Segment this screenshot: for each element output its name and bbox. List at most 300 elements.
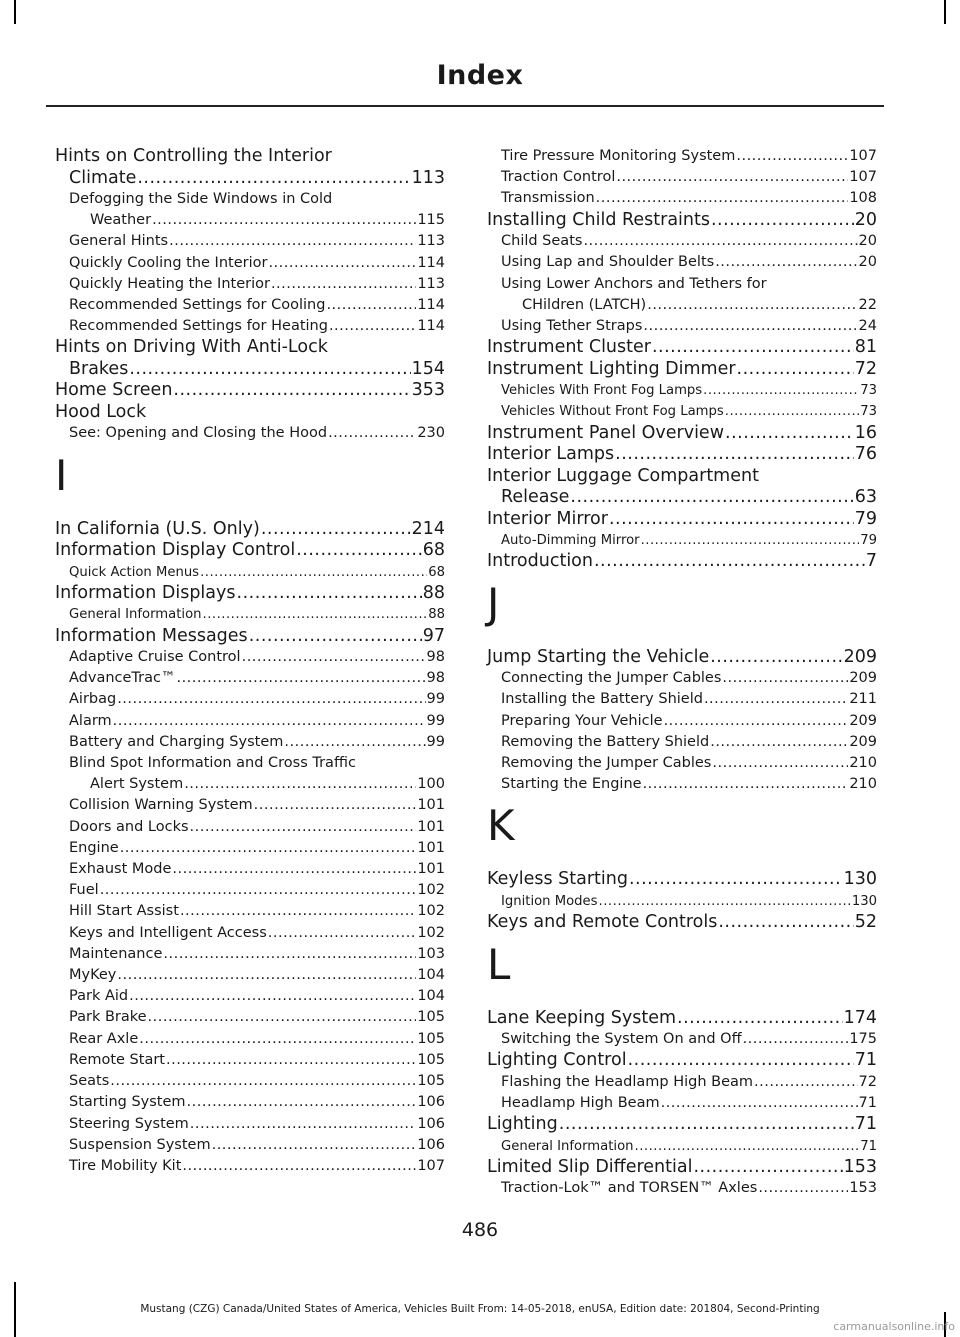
index-entry-text: Instrument Cluster [487, 337, 651, 358]
index-page-ref: 209 [849, 670, 877, 687]
page-number: 486 [461, 1219, 499, 1241]
index-entry-text: Remote Start [69, 1051, 165, 1068]
index-page-ref: 154 [411, 358, 445, 379]
dot-leader [710, 647, 842, 669]
index-page-ref: 108 [849, 190, 877, 207]
index-subentry [55, 1135, 445, 1156]
dot-leader [628, 1050, 854, 1072]
index-page-ref: 153 [843, 1156, 877, 1177]
index-entry-text: Traction Control [501, 169, 616, 186]
index-page-ref: 230 [417, 425, 445, 442]
index-subentry [55, 859, 445, 880]
index-page-ref: 81 [854, 337, 877, 358]
index-column-right [487, 146, 877, 1200]
index-page-ref: 76 [854, 444, 877, 465]
index-entry-text: Keys and Intelligent Access [69, 924, 267, 941]
index-page-ref: 7 [865, 551, 877, 572]
dot-leader [190, 817, 417, 838]
index-entry-text: Removing the Battery Shield [501, 733, 710, 750]
index-entry-text: Alarm [69, 712, 112, 729]
index-subentry [487, 1136, 877, 1157]
index-page-ref: 101 [417, 839, 445, 856]
dot-leader [237, 583, 422, 605]
index-page-ref: 97 [422, 625, 445, 646]
index-subentry [487, 274, 877, 316]
dot-leader [754, 1072, 858, 1093]
index-subentry [55, 965, 445, 986]
index-subentry [55, 274, 445, 295]
index-entry-text: Weather [90, 212, 152, 229]
dot-leader [148, 1007, 417, 1028]
index-subentry [55, 316, 445, 337]
index-subentry [55, 1071, 445, 1092]
index-page-ref: 209 [849, 712, 877, 729]
index-page-ref: 68 [428, 564, 445, 580]
index-page-ref: 130 [851, 893, 877, 909]
index-page-ref: 105 [417, 1030, 445, 1047]
dot-leader [139, 1029, 416, 1050]
index-entry-text: Release [501, 487, 570, 508]
index-page-ref: 71 [858, 1095, 877, 1112]
index-subentry [487, 1178, 877, 1199]
dot-leader [570, 487, 853, 509]
index-page-ref: 103 [417, 945, 445, 962]
index-entry-text: Interior Mirror [487, 508, 608, 529]
index-entry [55, 402, 445, 424]
index-page-ref: 104 [417, 988, 445, 1005]
index-entry [487, 210, 877, 232]
index-subentry [55, 604, 445, 625]
dot-leader [296, 540, 422, 562]
index-page-ref: 73 [860, 383, 877, 399]
index-entry-text: Recommended Settings for Heating [69, 318, 328, 335]
index-subentry [55, 253, 445, 274]
dot-leader [110, 1071, 416, 1092]
index-entry-text: In California (U.S. Only) [55, 518, 260, 539]
index-entry-text: CHildren (LATCH) [522, 296, 647, 313]
dot-leader [664, 711, 849, 732]
watermark-text: carmanualsonline.info [833, 1320, 955, 1333]
index-page-ref: 107 [417, 1157, 445, 1174]
index-page-ref: 106 [417, 1115, 445, 1132]
dot-leader [169, 231, 416, 252]
dot-leader [137, 168, 410, 190]
index-page-ref: 106 [417, 1094, 445, 1111]
index-entry-text: Switching the System On and Off [501, 1031, 742, 1048]
index-subentry [55, 753, 445, 795]
index-section-letter: L [487, 939, 511, 989]
index-entry-text: Using Lower Anchors and Tethers for [501, 275, 767, 292]
dot-leader [718, 912, 853, 934]
index-subentry [487, 1072, 877, 1093]
index-subentry [55, 817, 445, 838]
dot-leader [641, 530, 860, 551]
index-entry-text: General Information [69, 607, 202, 623]
index-page-ref: 115 [417, 212, 445, 229]
index-page-ref: 101 [417, 818, 445, 835]
dot-leader [203, 604, 428, 625]
index-entry-text: Using Tether Straps [501, 317, 643, 334]
index-page-ref: 79 [860, 533, 877, 549]
index-page-ref: 52 [854, 912, 877, 933]
index-page-ref: 130 [843, 869, 877, 890]
index-entry-text: General Information [501, 1138, 634, 1154]
index-entry [487, 647, 877, 669]
index-entry-text: Connecting the Jumper Cables [501, 670, 722, 687]
index-page-ref: 71 [860, 1138, 877, 1154]
index-subentry [55, 732, 445, 753]
index-entry-text: Blind Spot Information and Cross Traffic [69, 755, 356, 772]
index-subentry [55, 423, 445, 444]
dot-leader [326, 295, 416, 316]
index-entry-text: Interior Lamps [487, 444, 615, 465]
index-page-ref: 114 [417, 297, 445, 314]
index-section-letter: I [55, 450, 68, 500]
index-entry-text: Removing the Jumper Cables [501, 755, 712, 772]
index-entry-text: Quickly Heating the Interior [69, 275, 270, 292]
index-page-ref: 175 [849, 1031, 877, 1048]
index-entry [55, 146, 445, 189]
index-entry-text: Interior Luggage Compartment [487, 465, 759, 486]
index-entry-text: Quickly Cooling the Interior [69, 254, 268, 271]
index-page-ref: 20 [854, 209, 877, 230]
index-entry-text: Hints on Driving With Anti-Lock [55, 337, 328, 358]
dot-leader [643, 316, 857, 337]
index-subentry [487, 774, 877, 795]
dot-leader [268, 923, 417, 944]
dot-leader [736, 146, 848, 167]
index-entry [55, 626, 445, 648]
dot-leader [758, 1178, 848, 1199]
dot-leader [643, 774, 849, 795]
index-page-ref: 20 [858, 254, 877, 271]
index-subentry [487, 689, 877, 710]
dot-leader [599, 891, 851, 912]
dot-leader [261, 519, 411, 541]
index-page-ref: 71 [854, 1114, 877, 1135]
footer-edition-text: Mustang (CZG) Canada/United States of America, Vehicles Built From: 14-05-2018, enUSA, Edition date: 201804, Second-Printing [140, 1303, 820, 1315]
index-subentry [55, 1007, 445, 1028]
index-entry-text: Fuel [69, 882, 99, 899]
index-entry [487, 466, 877, 509]
index-subentry [487, 146, 877, 167]
index-entry-text: Hints on Controlling the Interior [55, 146, 332, 166]
index-entry-text: Tire Mobility Kit [69, 1157, 182, 1174]
index-subentry [55, 689, 445, 710]
dot-leader [190, 1114, 417, 1135]
index-subentry [55, 1092, 445, 1113]
index-subentry [487, 668, 877, 689]
index-entry [487, 1050, 877, 1072]
index-page-ref: 88 [428, 607, 445, 623]
dot-leader [635, 1136, 860, 1157]
dot-leader [284, 732, 425, 753]
index-subentry [487, 891, 877, 912]
index-entry-text: Information Display Control [55, 540, 296, 561]
dot-leader [737, 359, 854, 381]
index-page-ref: 105 [417, 1009, 445, 1026]
index-entry-text: Vehicles With Front Fog Lamps [501, 383, 703, 399]
index-page-ref: 22 [858, 296, 877, 313]
dot-leader [163, 944, 416, 965]
index-page-ref: 211 [849, 691, 877, 708]
dot-leader [129, 359, 410, 381]
dot-leader [180, 901, 416, 922]
index-entry-text: Information Messages [55, 625, 248, 646]
dot-leader [725, 423, 854, 445]
index-page-ref: 210 [849, 755, 877, 772]
index-page-ref: 24 [858, 317, 877, 334]
index-entry-text: Exhaust Mode [69, 861, 172, 878]
dot-leader [187, 1092, 417, 1113]
index-entry-text: Flashing the Headlamp High Beam [501, 1073, 754, 1090]
index-subentry [487, 1029, 877, 1050]
index-entry-text: Engine [69, 839, 119, 856]
index-entry-text: Maintenance [69, 945, 163, 962]
index-subentry [487, 732, 877, 753]
index-entry [487, 551, 877, 573]
index-subentry [55, 986, 445, 1007]
index-subentry [55, 711, 445, 732]
dot-leader [661, 1093, 858, 1114]
index-entry-text: Adaptive Cruise Control [69, 649, 241, 666]
index-entry-text: Preparing Your Vehicle [501, 712, 663, 729]
index-subentry [55, 923, 445, 944]
dot-leader [559, 1114, 854, 1136]
index-subentry [487, 711, 877, 732]
index-entry-text: Collision Warning System [69, 797, 253, 814]
index-page-ref: 105 [417, 1073, 445, 1090]
index-page-ref: 72 [858, 1073, 877, 1090]
index-entry [487, 359, 877, 381]
dot-leader [596, 188, 849, 209]
index-entry-text: Park Aid [69, 988, 129, 1005]
index-entry-text: Recommended Settings for Cooling [69, 297, 326, 314]
index-entry-text: Seats [69, 1073, 110, 1090]
dot-leader [113, 711, 426, 732]
dot-leader [703, 380, 859, 401]
index-entry-text: Hood Lock [55, 401, 147, 422]
index-entry-text: Jump Starting the Vehicle [487, 646, 710, 667]
index-page-ref: 99 [426, 691, 445, 708]
index-entry-text: Installing the Battery Shield [501, 691, 703, 708]
index-subentry [55, 647, 445, 668]
index-entry-text: Home Screen [55, 380, 173, 401]
index-entry [487, 869, 877, 891]
index-entry [55, 583, 445, 605]
dot-leader [722, 668, 848, 689]
index-page-ref: 68 [422, 540, 445, 561]
index-entry-text: Instrument Lighting Dimmer [487, 358, 736, 379]
index-page-ref: 102 [417, 903, 445, 920]
index-page-ref: 72 [854, 358, 877, 379]
dot-leader [182, 1156, 416, 1177]
index-page-ref: 174 [843, 1007, 877, 1028]
index-page-ref: 113 [417, 233, 445, 250]
index-page-ref: 101 [417, 861, 445, 878]
index-page-ref: 16 [854, 422, 877, 443]
index-entry-text: Installing Child Restraints [487, 209, 710, 230]
index-subentry [55, 189, 445, 231]
index-subentry [55, 838, 445, 859]
dot-leader [129, 986, 416, 1007]
index-entry [55, 519, 445, 541]
index-entry-text: Transmission [501, 190, 595, 207]
index-entry-text: Brakes [69, 358, 129, 379]
index-entry-text: Starting the Engine [501, 776, 642, 793]
index-entry-text: Information Displays [55, 582, 236, 603]
dot-leader [725, 401, 859, 422]
index-page-ref: 113 [411, 167, 445, 188]
index-entry-text: Vehicles Without Front Fog Lamps [501, 404, 724, 420]
index-page-ref: 99 [426, 733, 445, 750]
dot-leader [712, 753, 848, 774]
index-column-left [55, 146, 445, 1177]
index-entry [487, 509, 877, 531]
dot-leader [212, 1135, 417, 1156]
dot-leader [328, 423, 416, 444]
dot-leader [329, 316, 416, 337]
index-page-ref: 113 [417, 275, 445, 292]
dot-leader [184, 774, 416, 795]
index-page-ref: 71 [854, 1050, 877, 1071]
index-subentry [55, 1114, 445, 1135]
dot-leader [594, 551, 865, 573]
index-subentry [55, 1050, 445, 1071]
dot-leader [173, 380, 410, 402]
index-section-letter: K [487, 801, 515, 851]
dot-leader [583, 231, 857, 252]
index-entry-text: AdvanceTrac™ [69, 670, 176, 687]
index-subentry [55, 1029, 445, 1050]
index-entry-text: Traction-Lok™ and TORSEN™ Axles [501, 1180, 758, 1197]
index-page-ref: 99 [426, 712, 445, 729]
index-subentry [55, 1156, 445, 1177]
index-entry [55, 540, 445, 562]
index-subentry [55, 231, 445, 252]
index-entry-text: Lighting [487, 1114, 558, 1135]
index-subentry [487, 401, 877, 422]
index-page-ref: 100 [417, 776, 445, 793]
dot-leader [254, 795, 417, 816]
index-entry-text: Hill Start Assist [69, 903, 179, 920]
index-page-ref: 98 [426, 649, 445, 666]
index-subentry [487, 530, 877, 551]
index-page-ref: 209 [849, 733, 877, 750]
dot-leader [693, 1157, 842, 1179]
index-entry-text: General Hints [69, 233, 169, 250]
index-entry-text: Ignition Modes [501, 893, 598, 909]
index-subentry [487, 231, 877, 252]
page-title: Index [436, 60, 524, 91]
index-page-ref: 73 [860, 404, 877, 420]
index-entry-text: Child Seats [501, 233, 583, 250]
index-page-ref: 104 [417, 967, 445, 984]
index-entry-text: Auto-Dimming Mirror [501, 533, 640, 549]
dot-leader [117, 965, 416, 986]
dot-leader [242, 647, 426, 668]
dot-leader [647, 295, 857, 316]
index-entry-text: See: Opening and Closing the Hood [69, 425, 328, 442]
index-entry [487, 337, 877, 359]
dot-leader [715, 252, 857, 273]
dot-leader [268, 253, 416, 274]
index-entry-text: Tire Pressure Monitoring System [501, 148, 736, 164]
index-page-ref: 209 [843, 646, 877, 667]
index-page-ref: 20 [858, 233, 877, 250]
dot-leader [271, 274, 416, 295]
dot-leader [652, 337, 854, 359]
index-entry-text: Suspension System [69, 1136, 211, 1153]
dot-leader [172, 859, 416, 880]
dot-leader [704, 689, 848, 710]
index-subentry [487, 167, 877, 188]
dot-leader [711, 210, 854, 232]
index-entry [55, 337, 445, 380]
index-page-ref: 63 [854, 487, 877, 508]
index-page-ref: 105 [417, 1051, 445, 1068]
dot-leader [743, 1029, 849, 1050]
index-entry-text: Battery and Charging System [69, 733, 284, 750]
index-subentry [55, 562, 445, 583]
index-subentry [55, 944, 445, 965]
index-subentry [487, 252, 877, 273]
index-subentry [55, 901, 445, 922]
index-page-ref: 210 [849, 776, 877, 793]
index-subentry [487, 316, 877, 337]
index-page-ref: 353 [411, 380, 445, 401]
dot-leader [152, 210, 416, 231]
index-entry [487, 912, 877, 934]
index-entry-text: Steering System [69, 1115, 189, 1132]
index-entry-text: Alert System [90, 776, 184, 793]
index-subentry [487, 380, 877, 401]
index-page-ref: 88 [422, 582, 445, 603]
crop-mark-top-right [944, 0, 946, 24]
index-entry-text: Airbag [69, 691, 117, 708]
index-entry-text: Introduction [487, 551, 593, 572]
index-page-ref: 102 [417, 924, 445, 941]
index-section-letter: J [487, 578, 500, 628]
index-entry [55, 380, 445, 402]
dot-leader [120, 838, 417, 859]
index-page-ref: 101 [417, 797, 445, 814]
index-entry-text: Starting System [69, 1094, 186, 1111]
index-page-ref: 114 [417, 254, 445, 271]
index-entry-text: Climate [69, 167, 137, 188]
dot-leader [176, 668, 425, 689]
dot-leader [166, 1050, 416, 1071]
index-page-ref: 79 [854, 508, 877, 529]
dot-leader [615, 444, 854, 466]
index-page-ref: 98 [426, 670, 445, 687]
header-divider [46, 105, 884, 107]
index-entry-text: Instrument Panel Overview [487, 422, 725, 443]
index-entry-text: Rear Axle [69, 1030, 139, 1047]
index-entry-text: Limited Slip Differential [487, 1156, 693, 1177]
index-entry [487, 444, 877, 466]
index-subentry [55, 668, 445, 689]
index-subentry [55, 295, 445, 316]
index-subentry [55, 795, 445, 816]
index-entry [487, 1008, 877, 1030]
index-entry-text: Keys and Remote Controls [487, 912, 718, 933]
index-subentry [487, 188, 877, 209]
index-subentry [487, 1093, 877, 1114]
index-page-ref: 102 [417, 882, 445, 899]
index-page-ref: 153 [849, 1180, 877, 1197]
index-entry [487, 1157, 877, 1179]
